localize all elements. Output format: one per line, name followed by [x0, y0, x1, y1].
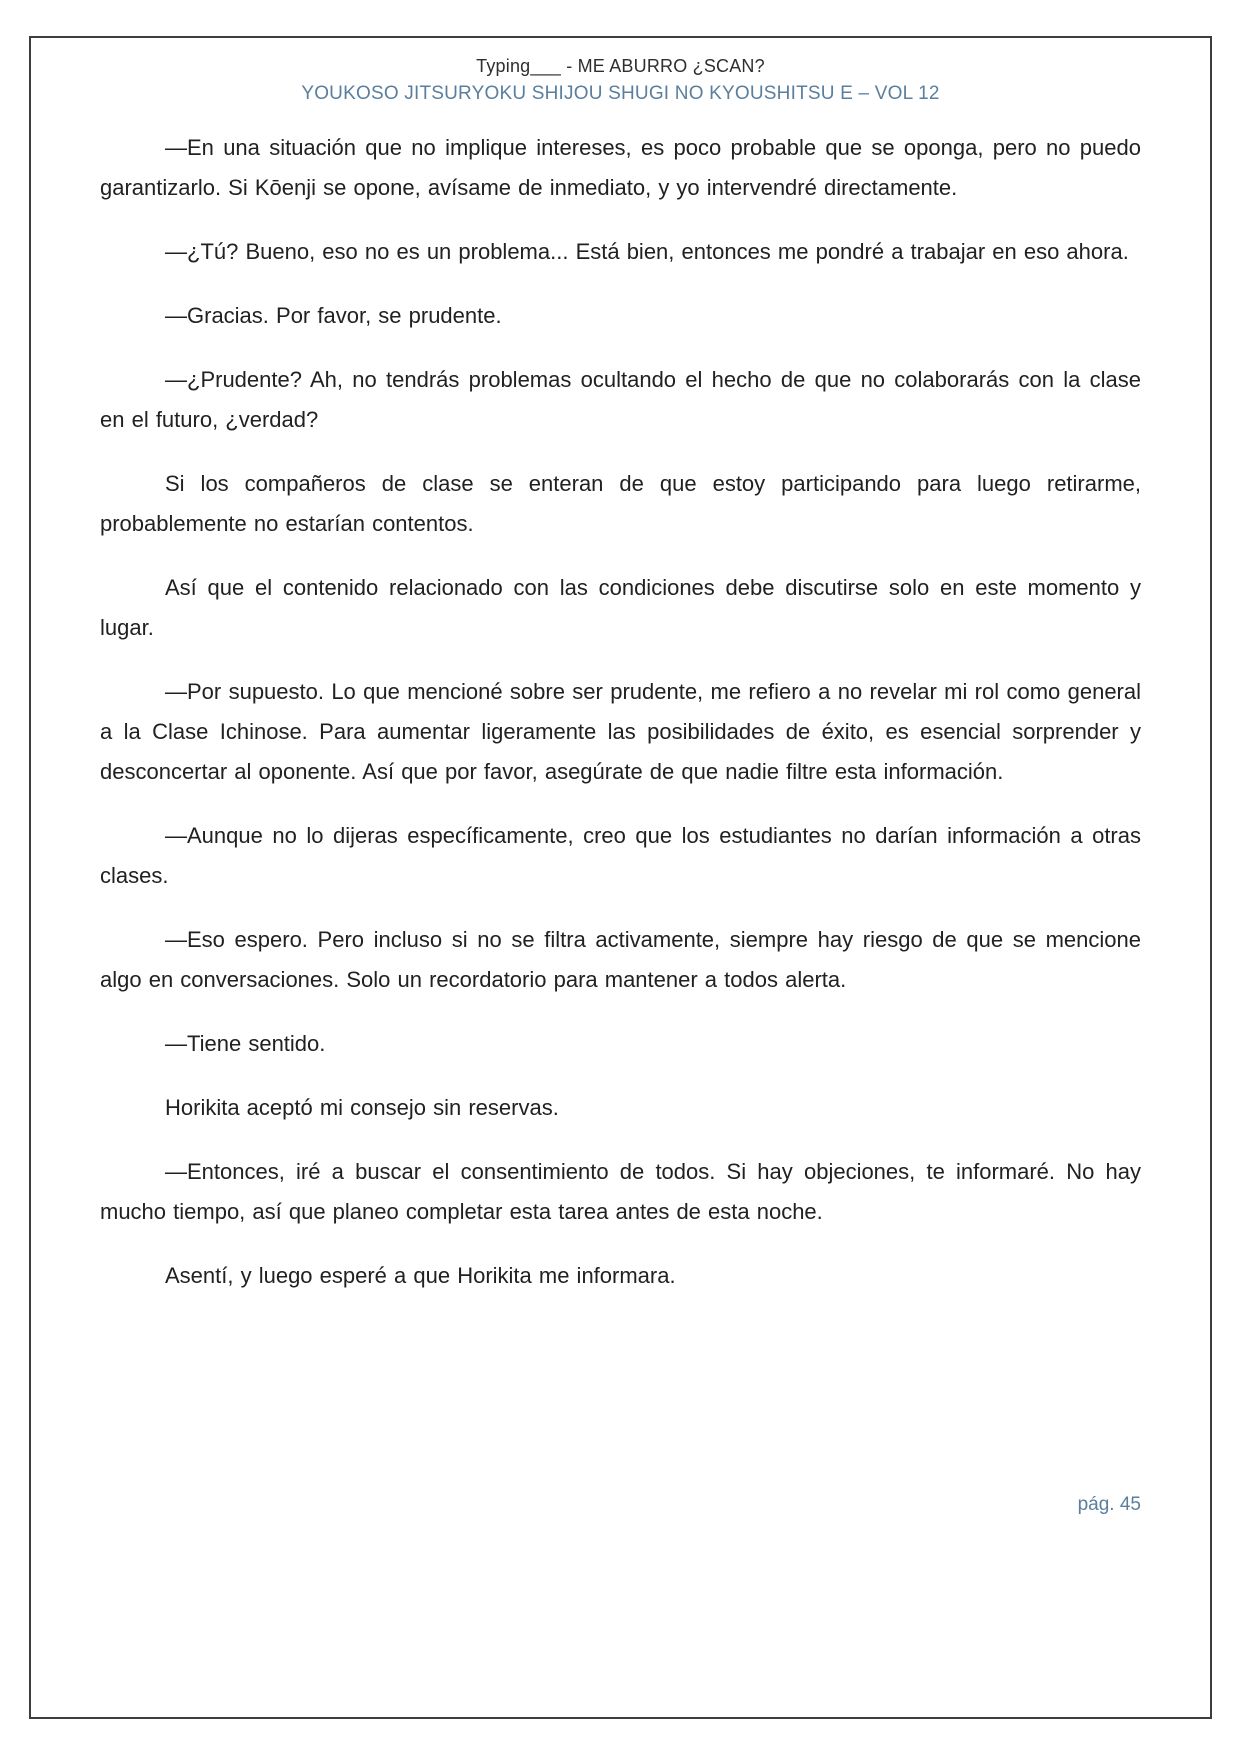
paragraph: Así que el contenido relacionado con las condiciones debe discutirse solo en este momento y lugar.	[100, 575, 1141, 640]
paragraph: —Aunque no lo dijeras específicamente, creo que los estudiantes no darían información a otras clases.	[100, 823, 1141, 888]
header-volume-title: YOUKOSO JITSURYOKU SHIJOU SHUGI NO KYOUSHITSU E – VOL 12	[301, 83, 940, 104]
document-body	[100, 128, 1141, 1320]
paragraph: Asentí, y luego esperé a que Horikita me informara.	[165, 1263, 676, 1288]
page-number: pág. 45	[1077, 1494, 1141, 1515]
paragraph: —Tiene sentido.	[165, 1031, 326, 1056]
paragraph: —Entonces, iré a buscar el consentimiento de todos. Si hay objeciones, te informaré. No hay mucho tiempo, así que planeo completar esta tarea antes de esta noche.	[100, 1159, 1141, 1224]
paragraph: —Por supuesto. Lo que mencioné sobre ser prudente, me refiero a no revelar mi rol como general a la Clase Ichinose. Para aumentar ligeramente las posibilidades de éxito, es esencial sorprender y desconcertar al oponente. Así que por favor, asegúrate de que nadie filtre esta información.	[100, 679, 1141, 784]
paragraph: —¿Prudente? Ah, no tendrás problemas ocultando el hecho de que no colaborarás con la clase en el futuro, ¿verdad?	[100, 367, 1141, 432]
header-scan-credit: Typing___ - ME ABURRO ¿SCAN?	[476, 56, 765, 76]
paragraph: —En una situación que no implique intereses, es poco probable que se oponga, pero no puedo garantizarlo. Si Kōenji se opone, avísame de inmediato, y yo intervendré directamente.	[100, 135, 1141, 200]
paragraph: Si los compañeros de clase se enteran de que estoy participando para luego retirarme, probablemente no estarían contentos.	[100, 471, 1141, 536]
paragraph: —Eso espero. Pero incluso si no se filtra activamente, siempre hay riesgo de que se mencione algo en conversaciones. Solo un recordatorio para mantener a todos alerta.	[100, 927, 1141, 992]
paragraph: Horikita aceptó mi consejo sin reservas.	[165, 1095, 559, 1120]
document-header	[0, 52, 1241, 108]
paragraph: —Gracias. Por favor, se prudente.	[165, 303, 502, 328]
paragraph: —¿Tú? Bueno, eso no es un problema... Está bien, entonces me pondré a trabajar en eso ahora.	[165, 239, 1129, 264]
